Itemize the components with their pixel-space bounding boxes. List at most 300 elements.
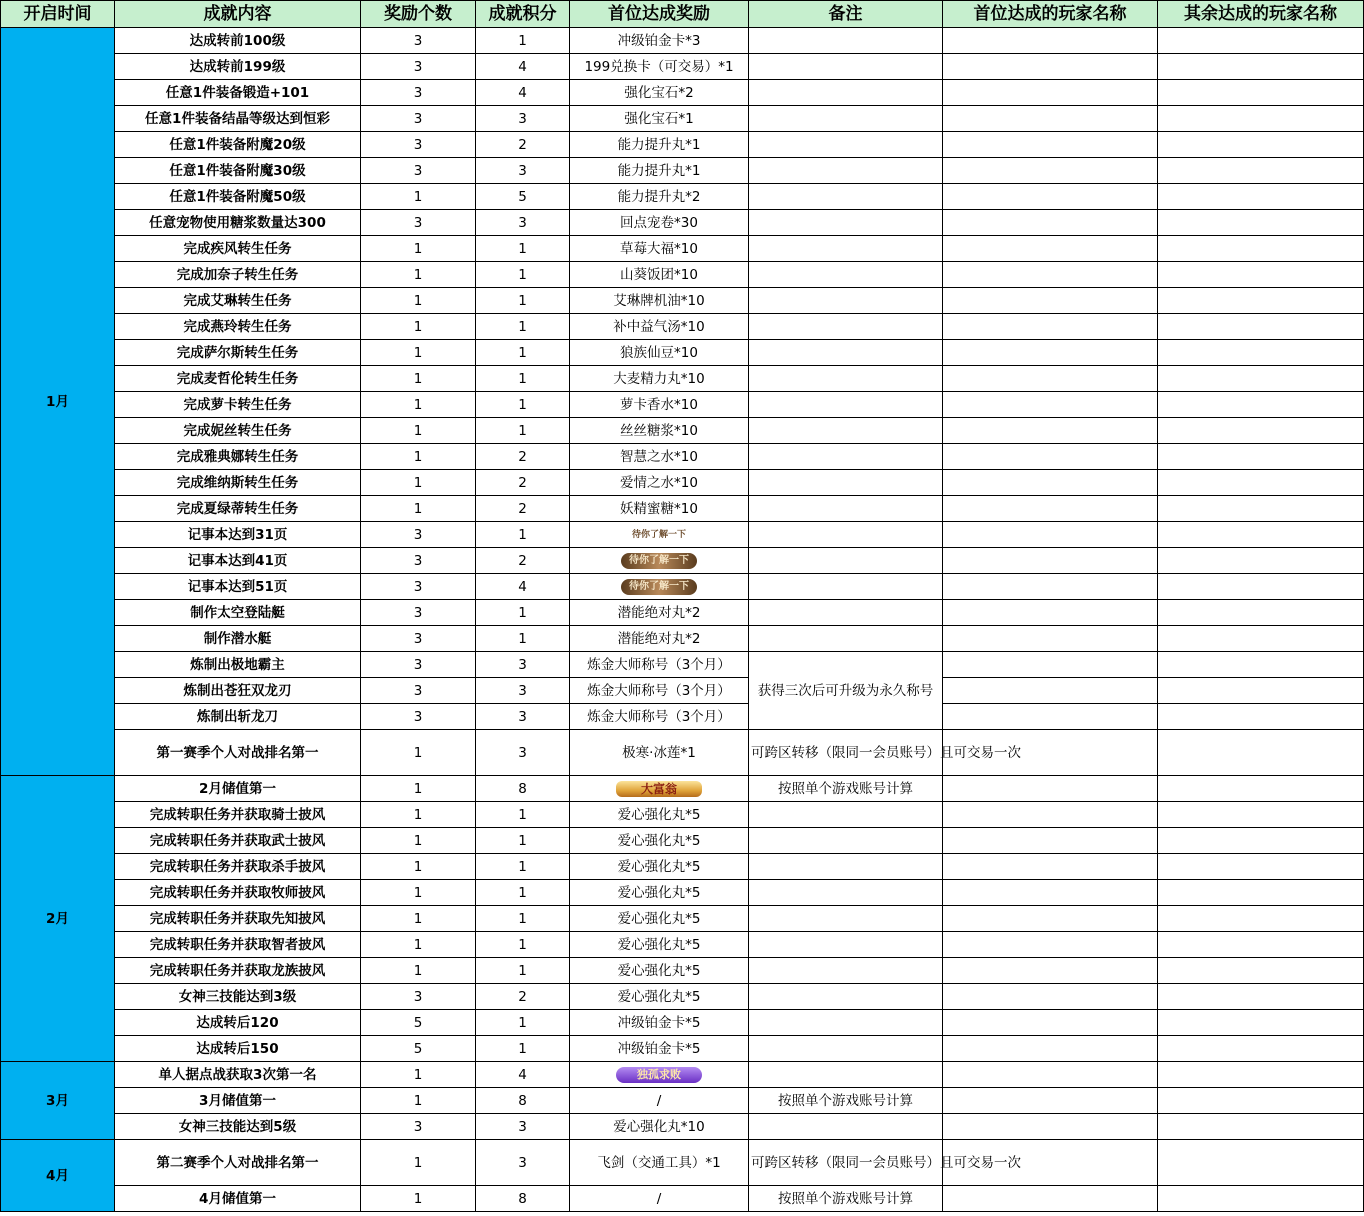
achievement-points: 3: [476, 158, 570, 184]
achievement-points: 8: [476, 1088, 570, 1114]
achievement-content: 第二赛季个人对战排名第一: [115, 1140, 361, 1186]
other-player-names: [1158, 262, 1364, 288]
achievement-points: 2: [476, 132, 570, 158]
first-reward: 能力提升丸*1: [570, 158, 749, 184]
first-reward: 狼族仙豆*10: [570, 340, 749, 366]
remark: [749, 132, 943, 158]
first-player-name: [943, 470, 1158, 496]
achievement-content: 完成维纳斯转生任务: [115, 470, 361, 496]
achievement-content: 完成麦哲伦转生任务: [115, 366, 361, 392]
other-player-names: [1158, 54, 1364, 80]
other-player-names: [1158, 80, 1364, 106]
achievement-points: 1: [476, 626, 570, 652]
other-player-names: [1158, 1088, 1364, 1114]
first-reward: 潜能绝对丸*2: [570, 626, 749, 652]
first-reward: 艾琳牌机油*10: [570, 288, 749, 314]
reward-count: 1: [361, 366, 476, 392]
other-player-names: [1158, 444, 1364, 470]
achievement-points: 1: [476, 236, 570, 262]
first-reward: 冲级铂金卡*5: [570, 1010, 749, 1036]
other-player-names: [1158, 106, 1364, 132]
month-label: 4月: [1, 1140, 115, 1212]
achievement-content: 2月储值第一: [115, 776, 361, 802]
remark: [749, 880, 943, 906]
achievement-points: 4: [476, 80, 570, 106]
table-row: [1, 600, 1364, 626]
achievement-content: 完成夏绿蒂转生任务: [115, 496, 361, 522]
first-player-name: [943, 158, 1158, 184]
other-player-names: [1158, 776, 1364, 802]
achievement-points: 3: [476, 1114, 570, 1140]
first-player-name: [943, 314, 1158, 340]
table-row: [1, 392, 1364, 418]
first-reward: 爱心强化丸*5: [570, 958, 749, 984]
table-row: [1, 730, 1364, 776]
other-player-names: [1158, 184, 1364, 210]
remark: [749, 984, 943, 1010]
first-reward: 回点宠卷*30: [570, 210, 749, 236]
month-label: 2月: [1, 776, 115, 1062]
table-row: [1, 704, 1364, 730]
first-reward: 能力提升丸*2: [570, 184, 749, 210]
achievement-content: 完成妮丝转生任务: [115, 418, 361, 444]
first-reward: [570, 776, 749, 802]
remark: [749, 210, 943, 236]
remark: [749, 1036, 943, 1062]
reward-title-badge: 独孤求败: [616, 1067, 702, 1083]
achievement-content: 第一赛季个人对战排名第一: [115, 730, 361, 776]
reward-count: 1: [361, 262, 476, 288]
table-row: [1, 184, 1364, 210]
header-remark: 备注: [749, 1, 943, 28]
achievement-points: 1: [476, 392, 570, 418]
reward-count: 3: [361, 158, 476, 184]
achievement-content: 女神三技能达到3级: [115, 984, 361, 1010]
other-player-names: [1158, 1114, 1364, 1140]
achievement-content: 任意1件装备结晶等级达到恒彩: [115, 106, 361, 132]
first-player-name: [943, 548, 1158, 574]
month-label: 3月: [1, 1062, 115, 1140]
reward-count: 5: [361, 1010, 476, 1036]
header-first-reward: 首位达成奖励: [570, 1, 749, 28]
other-player-names: [1158, 1140, 1364, 1186]
first-reward: 补中益气汤*10: [570, 314, 749, 340]
first-player-name: [943, 80, 1158, 106]
achievement-content: 女神三技能达到5级: [115, 1114, 361, 1140]
achievement-content: 达成转后120: [115, 1010, 361, 1036]
reward-count: 1: [361, 236, 476, 262]
first-reward: 妖精蜜糖*10: [570, 496, 749, 522]
remark: 可跨区转移（限同一会员账号）且可交易一次: [749, 1140, 943, 1186]
reward-count: 1: [361, 392, 476, 418]
month-label: 1月: [1, 28, 115, 776]
first-player-name: [943, 132, 1158, 158]
reward-count: 3: [361, 574, 476, 600]
reward-count: 3: [361, 54, 476, 80]
remark: [749, 418, 943, 444]
achievement-content: 完成加奈子转生任务: [115, 262, 361, 288]
reward-count: 1: [361, 802, 476, 828]
first-player-name: [943, 984, 1158, 1010]
other-player-names: [1158, 496, 1364, 522]
first-player-name: [943, 1010, 1158, 1036]
achievement-points: 1: [476, 600, 570, 626]
table-row: [1, 776, 1364, 802]
reward-count: 1: [361, 314, 476, 340]
reward-count: 1: [361, 828, 476, 854]
reward-count: 1: [361, 958, 476, 984]
achievement-points: 1: [476, 340, 570, 366]
achievement-content: 记事本达到51页: [115, 574, 361, 600]
table-row: [1, 80, 1364, 106]
achievement-points: 1: [476, 880, 570, 906]
remark: [749, 444, 943, 470]
first-player-name: [943, 906, 1158, 932]
other-player-names: [1158, 210, 1364, 236]
other-player-names: [1158, 958, 1364, 984]
achievement-points: 1: [476, 828, 570, 854]
remark: [749, 80, 943, 106]
table-row: [1, 470, 1364, 496]
first-player-name: [943, 288, 1158, 314]
reward-count: 1: [361, 496, 476, 522]
first-player-name: [943, 802, 1158, 828]
achievement-content: 完成转职任务并获取智者披风: [115, 932, 361, 958]
achievement-points: 8: [476, 1186, 570, 1212]
reward-count: 3: [361, 984, 476, 1010]
table-row: [1, 236, 1364, 262]
achievement-content: 任意1件装备附魔50级: [115, 184, 361, 210]
achievement-points: 1: [476, 932, 570, 958]
first-player-name: [943, 600, 1158, 626]
achievement-content: 完成转职任务并获取先知披风: [115, 906, 361, 932]
remark: [749, 828, 943, 854]
first-reward: 强化宝石*2: [570, 80, 749, 106]
header-row: [1, 1, 1364, 28]
first-player-name: [943, 854, 1158, 880]
remark: [749, 1062, 943, 1088]
first-reward: 199兑换卡（可交易）*1: [570, 54, 749, 80]
achievement-points: 2: [476, 984, 570, 1010]
achievement-points: 1: [476, 262, 570, 288]
achievement-content: 炼制出苍狂双龙刃: [115, 678, 361, 704]
first-reward: 爱心强化丸*10: [570, 1114, 749, 1140]
first-player-name: [943, 54, 1158, 80]
reward-count: 3: [361, 600, 476, 626]
other-player-names: [1158, 828, 1364, 854]
remark: [749, 802, 943, 828]
first-player-name: [943, 1186, 1158, 1212]
remark: [749, 522, 943, 548]
table-row: [1, 288, 1364, 314]
remark: 获得三次后可升级为永久称号: [749, 652, 943, 730]
achievement-points: 1: [476, 366, 570, 392]
achievement-content: 完成疾风转生任务: [115, 236, 361, 262]
other-player-names: [1158, 984, 1364, 1010]
other-player-names: [1158, 802, 1364, 828]
achievement-points: 3: [476, 106, 570, 132]
first-reward: 强化宝石*1: [570, 106, 749, 132]
first-reward: 爱心强化丸*5: [570, 854, 749, 880]
first-player-name: [943, 932, 1158, 958]
achievement-content: 炼制出斩龙刀: [115, 704, 361, 730]
first-player-name: [943, 652, 1158, 678]
first-reward: 爱心强化丸*5: [570, 984, 749, 1010]
reward-count: 1: [361, 1186, 476, 1212]
first-reward: 爱心强化丸*5: [570, 880, 749, 906]
achievement-points: 1: [476, 906, 570, 932]
other-player-names: [1158, 236, 1364, 262]
other-player-names: [1158, 314, 1364, 340]
reward-title-badge: 待你了解一下: [621, 579, 697, 595]
other-player-names: [1158, 626, 1364, 652]
table-row: [1, 314, 1364, 340]
remark: [749, 574, 943, 600]
header-content: 成就内容: [115, 1, 361, 28]
first-player-name: [943, 626, 1158, 652]
first-player-name: [943, 1036, 1158, 1062]
reward-count: 1: [361, 288, 476, 314]
reward-count: 3: [361, 106, 476, 132]
achievement-points: 2: [476, 496, 570, 522]
table-row: [1, 906, 1364, 932]
first-player-name: [943, 776, 1158, 802]
achievement-points: 3: [476, 652, 570, 678]
achievement-content: 完成雅典娜转生任务: [115, 444, 361, 470]
first-reward: 丝丝糖浆*10: [570, 418, 749, 444]
remark: [749, 906, 943, 932]
achievement-content: 完成艾琳转生任务: [115, 288, 361, 314]
remark: [749, 470, 943, 496]
first-player-name: [943, 184, 1158, 210]
first-reward: /: [570, 1186, 749, 1212]
achievement-points: 3: [476, 1140, 570, 1186]
table-row: [1, 496, 1364, 522]
table-row: [1, 366, 1364, 392]
remark: [749, 548, 943, 574]
remark: [749, 496, 943, 522]
achievement-content: 任意1件装备附魔30级: [115, 158, 361, 184]
first-reward: 炼金大师称号（3个月）: [570, 678, 749, 704]
other-player-names: [1158, 574, 1364, 600]
table-row: [1, 418, 1364, 444]
achievement-points: 3: [476, 730, 570, 776]
other-player-names: [1158, 1036, 1364, 1062]
first-reward: 炼金大师称号（3个月）: [570, 652, 749, 678]
achievement-content: 达成转前199级: [115, 54, 361, 80]
first-player-name: [943, 106, 1158, 132]
table-row: [1, 984, 1364, 1010]
first-reward: 能力提升丸*1: [570, 132, 749, 158]
other-player-names: [1158, 158, 1364, 184]
reward-count: 1: [361, 340, 476, 366]
first-reward: 爱心强化丸*5: [570, 906, 749, 932]
achievement-points: 4: [476, 54, 570, 80]
other-player-names: [1158, 340, 1364, 366]
other-player-names: [1158, 132, 1364, 158]
remark: [749, 236, 943, 262]
achievement-points: 1: [476, 288, 570, 314]
achievement-points: 1: [476, 1010, 570, 1036]
reward-count: 3: [361, 28, 476, 54]
achievement-content: 单人据点战获取3次第一名: [115, 1062, 361, 1088]
other-player-names: [1158, 880, 1364, 906]
remark: [749, 366, 943, 392]
table-row: [1, 106, 1364, 132]
reward-count: 3: [361, 80, 476, 106]
table-row: [1, 1186, 1364, 1212]
table-row: [1, 880, 1364, 906]
achievement-points: 8: [476, 776, 570, 802]
table-row: [1, 1062, 1364, 1088]
remark: [749, 158, 943, 184]
remark: 按照单个游戏账号计算: [749, 776, 943, 802]
achievement-points: 1: [476, 1036, 570, 1062]
first-player-name: [943, 210, 1158, 236]
first-reward: [570, 548, 749, 574]
reward-count: 3: [361, 704, 476, 730]
reward-count: 1: [361, 906, 476, 932]
other-player-names: [1158, 470, 1364, 496]
table-row: [1, 158, 1364, 184]
achievement-points: 1: [476, 958, 570, 984]
reward-count: 1: [361, 444, 476, 470]
first-reward: /: [570, 1088, 749, 1114]
first-reward: 冲级铂金卡*3: [570, 28, 749, 54]
reward-count: 1: [361, 854, 476, 880]
remark: [749, 28, 943, 54]
remark: [749, 600, 943, 626]
reward-count: 1: [361, 776, 476, 802]
first-player-name: [943, 522, 1158, 548]
other-player-names: [1158, 704, 1364, 730]
first-player-name: [943, 958, 1158, 984]
remark: [749, 392, 943, 418]
table-row: [1, 210, 1364, 236]
table-row: [1, 340, 1364, 366]
first-reward: [570, 574, 749, 600]
table-row: [1, 1140, 1364, 1186]
first-reward: 冲级铂金卡*5: [570, 1036, 749, 1062]
other-player-names: [1158, 1062, 1364, 1088]
first-reward: 爱心强化丸*5: [570, 828, 749, 854]
achievement-content: 完成萝卡转生任务: [115, 392, 361, 418]
achievement-content: 炼制出极地霸主: [115, 652, 361, 678]
achievement-content: 完成燕玲转生任务: [115, 314, 361, 340]
achievement-content: 完成转职任务并获取龙族披风: [115, 958, 361, 984]
other-player-names: [1158, 1010, 1364, 1036]
first-player-name: [943, 1114, 1158, 1140]
first-reward: [570, 1062, 749, 1088]
reward-count: 3: [361, 132, 476, 158]
first-reward: 爱心强化丸*5: [570, 932, 749, 958]
other-player-names: [1158, 548, 1364, 574]
table-row: [1, 28, 1364, 54]
achievement-points: 4: [476, 1062, 570, 1088]
other-player-names: [1158, 418, 1364, 444]
table-row: [1, 548, 1364, 574]
achievement-points: 3: [476, 678, 570, 704]
remark: [749, 340, 943, 366]
reward-count: 1: [361, 1140, 476, 1186]
reward-count: 1: [361, 880, 476, 906]
achievement-points: 2: [476, 548, 570, 574]
achievement-content: 制作太空登陆艇: [115, 600, 361, 626]
achievement-content: 任意1件装备附魔20级: [115, 132, 361, 158]
first-reward: 山葵饭团*10: [570, 262, 749, 288]
table-row: [1, 262, 1364, 288]
other-player-names: [1158, 854, 1364, 880]
other-player-names: [1158, 522, 1364, 548]
header-open-time: 开启时间: [1, 1, 115, 28]
other-player-names: [1158, 678, 1364, 704]
first-reward: 智慧之水*10: [570, 444, 749, 470]
first-reward: [570, 522, 749, 548]
achievement-points: 1: [476, 522, 570, 548]
reward-count: 3: [361, 522, 476, 548]
reward-title-badge: 待你了解一下: [621, 553, 697, 569]
table-body: [1, 28, 1364, 1212]
table-row: [1, 132, 1364, 158]
reward-count: 3: [361, 548, 476, 574]
first-player-name: [943, 678, 1158, 704]
reward-count: 3: [361, 210, 476, 236]
table-row: [1, 652, 1364, 678]
first-player-name: [943, 444, 1158, 470]
remark: [749, 854, 943, 880]
reward-count: 1: [361, 470, 476, 496]
achievement-content: 记事本达到31页: [115, 522, 361, 548]
other-player-names: [1158, 28, 1364, 54]
reward-count: 1: [361, 184, 476, 210]
achievement-points: 1: [476, 854, 570, 880]
table-row: [1, 854, 1364, 880]
remark: [749, 262, 943, 288]
achievement-points: 3: [476, 704, 570, 730]
achievement-points: 1: [476, 314, 570, 340]
first-player-name: [943, 28, 1158, 54]
achievement-content: 任意宠物使用糖浆数量达300: [115, 210, 361, 236]
reward-count: 3: [361, 678, 476, 704]
first-reward: 炼金大师称号（3个月）: [570, 704, 749, 730]
other-player-names: [1158, 600, 1364, 626]
table-row: [1, 678, 1364, 704]
achievement-content: 制作潜水艇: [115, 626, 361, 652]
achievement-points: 3: [476, 210, 570, 236]
other-player-names: [1158, 730, 1364, 776]
other-player-names: [1158, 288, 1364, 314]
first-reward: 爱情之水*10: [570, 470, 749, 496]
reward-count: 1: [361, 1062, 476, 1088]
first-player-name: [943, 340, 1158, 366]
reward-count: 5: [361, 1036, 476, 1062]
other-player-names: [1158, 906, 1364, 932]
table-row: [1, 828, 1364, 854]
achievement-points: 4: [476, 574, 570, 600]
table-row: [1, 444, 1364, 470]
achievement-content: 记事本达到41页: [115, 548, 361, 574]
table-row: [1, 958, 1364, 984]
reward-count: 3: [361, 1114, 476, 1140]
achievement-content: 完成转职任务并获取骑士披风: [115, 802, 361, 828]
achievement-content: 3月储值第一: [115, 1088, 361, 1114]
table-row: [1, 522, 1364, 548]
first-reward: 萝卡香水*10: [570, 392, 749, 418]
achievement-content: 完成转职任务并获取武士披风: [115, 828, 361, 854]
table-row: [1, 802, 1364, 828]
first-player-name: [943, 366, 1158, 392]
table-row: [1, 54, 1364, 80]
